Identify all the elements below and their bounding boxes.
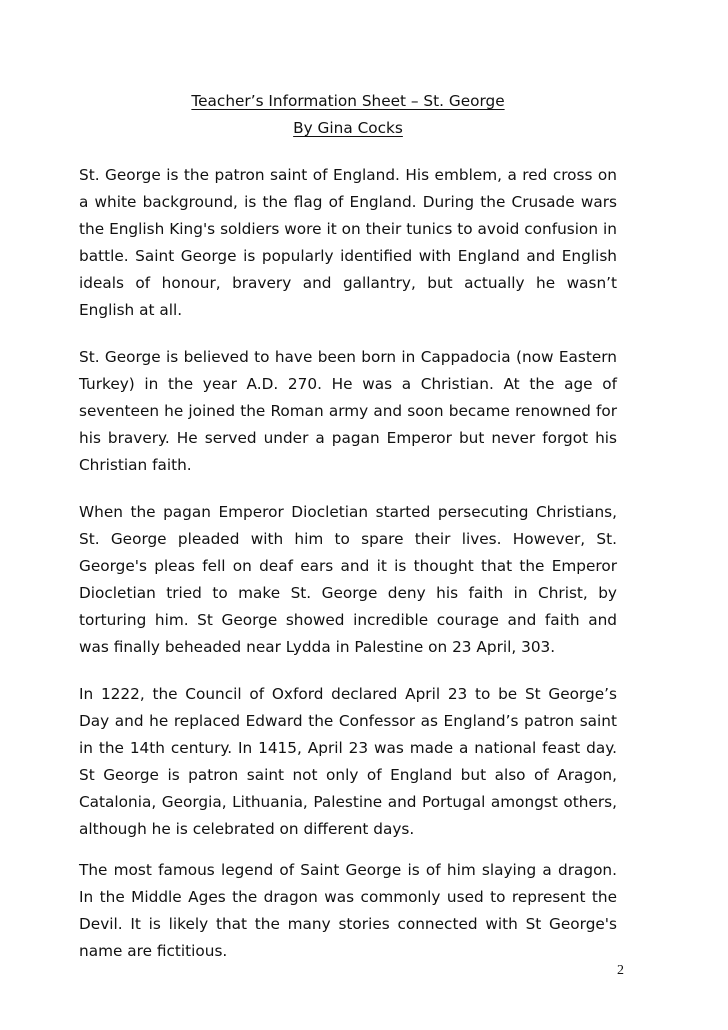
paragraph-3: When the pagan Emperor Diocletian started persecuting Christians, St. George pleaded with him to spare their lives. However, St. George's pleas fell on deaf ears and it is thought that the Emperor Diocletian tried to make St. George deny his faith in Christ, by torturing him. St George showed incredible courage and faith and was finally beheaded near Lydda in Palestine on 23 April, 303. [79, 503, 617, 656]
document-title-text: Teacher’s Information Sheet – St. George [191, 92, 505, 110]
document-byline-text: By Gina Cocks [293, 119, 403, 137]
paragraph-1: St. George is the patron saint of England. His emblem, a red cross on a white background, is the flag of England. During the Crusade wars the English King's soldiers wore it on their tunics to avoid confusion in battle. Saint George is popularly identified with England and English ideals of honour, bravery and gallantry, but actually he wasn’t English at all. [79, 166, 617, 319]
document-body [79, 88, 617, 985]
paragraph-4: In 1222, the Council of Oxford declared April 23 to be St George’s Day and he replaced Edward the Confessor as England’s patron saint in the 14th century. In 1415, April 23 was made a national feast day. St George is patron saint not only of England but also of Aragon, Catalonia, Georgia, Lithuania, Palestine and Portugal amongst others, although he is celebrated on different days. [79, 685, 617, 838]
document-title [79, 88, 617, 115]
document-byline [79, 115, 617, 142]
paragraph-2: St. George is believed to have been born in Cappadocia (now Eastern Turkey) in the year A.D. 270. He was a Christian. At the age of seventeen he joined the Roman army and soon became renowned for his bravery. He served under a pagan Emperor but never forgot his Christian faith. [79, 348, 617, 474]
page-number: 2 [617, 963, 624, 978]
paragraph-5: The most famous legend of Saint George is of him slaying a dragon. In the Middle Ages the dragon was commonly used to represent the Devil. It is likely that the many stories connected with St George's name are fictitious. [79, 861, 617, 960]
